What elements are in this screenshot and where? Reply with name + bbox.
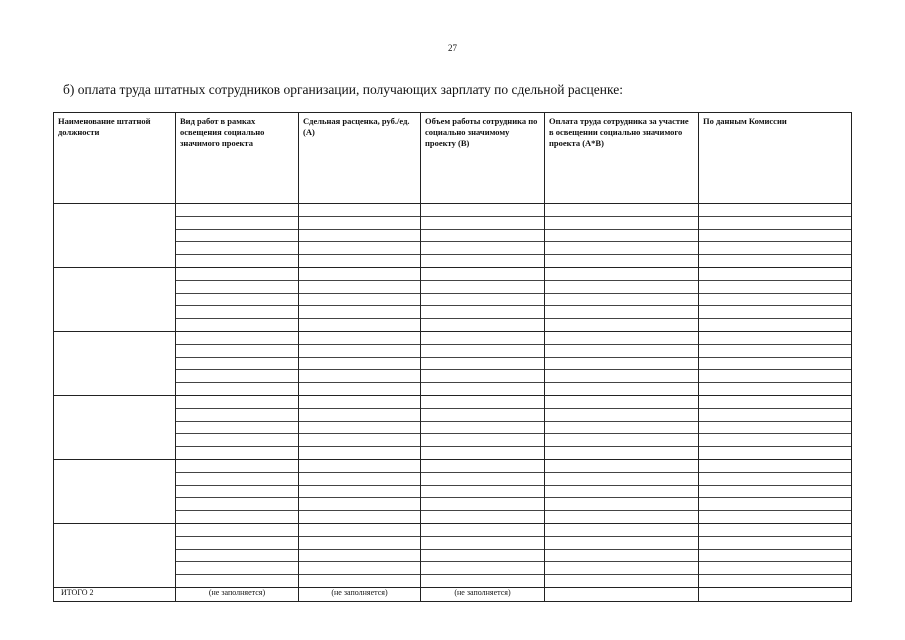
entry-cell — [176, 204, 299, 268]
entry-cell — [545, 332, 699, 396]
total-row — [54, 588, 852, 602]
entry-line[interactable] — [299, 422, 420, 435]
entry-line[interactable] — [545, 537, 698, 550]
entry-line[interactable] — [299, 537, 420, 550]
entry-line[interactable] — [421, 230, 544, 243]
entry-line[interactable] — [299, 230, 420, 243]
entry-cell — [421, 396, 545, 460]
position-cell[interactable] — [54, 460, 176, 524]
total-cell-work-type: (не заполняется) — [176, 588, 299, 602]
entry-line[interactable] — [699, 486, 851, 499]
entry-line[interactable] — [545, 204, 698, 217]
entry-line[interactable] — [545, 562, 698, 575]
entry-cell — [176, 396, 299, 460]
entry-cell — [545, 204, 699, 268]
entry-cell — [421, 332, 545, 396]
entry-line[interactable] — [421, 345, 544, 358]
table-row — [54, 460, 852, 524]
entry-line[interactable] — [421, 358, 544, 371]
position-cell[interactable] — [54, 524, 176, 588]
entry-line[interactable] — [421, 332, 544, 345]
position-cell[interactable] — [54, 204, 176, 268]
entry-cell — [545, 524, 699, 588]
section-heading: б) оплата труда штатных сотрудников организации, получающих зарплату по сдельной расценке: — [63, 82, 623, 97]
entry-cell — [699, 524, 852, 588]
entry-line[interactable] — [176, 204, 298, 217]
entry-line[interactable] — [421, 486, 544, 499]
entry-line[interactable] — [545, 332, 698, 345]
entry-line[interactable] — [699, 319, 851, 331]
entry-line[interactable] — [545, 217, 698, 230]
entry-line[interactable] — [421, 575, 544, 587]
entry-cell — [545, 268, 699, 332]
entry-line[interactable] — [176, 230, 298, 243]
entry-line[interactable] — [699, 550, 851, 563]
entry-line[interactable] — [299, 575, 420, 587]
entry-line[interactable] — [421, 319, 544, 331]
entry-cell — [545, 396, 699, 460]
total-cell-payment — [545, 588, 699, 602]
entry-cell — [176, 268, 299, 332]
entry-line[interactable] — [299, 460, 420, 473]
entry-line[interactable] — [421, 511, 544, 523]
entry-line[interactable] — [421, 242, 544, 255]
table-header-row — [54, 113, 852, 204]
entry-line[interactable] — [545, 486, 698, 499]
entry-line[interactable] — [699, 204, 851, 217]
entry-line[interactable] — [699, 358, 851, 371]
position-cell[interactable] — [54, 268, 176, 332]
entry-line[interactable] — [421, 268, 544, 281]
entry-line[interactable] — [299, 345, 420, 358]
entry-line[interactable] — [176, 306, 298, 319]
entry-cell — [699, 332, 852, 396]
entry-line[interactable] — [421, 255, 544, 267]
entry-line[interactable] — [545, 281, 698, 294]
entry-line[interactable] — [699, 460, 851, 473]
table-row — [54, 204, 852, 268]
entry-line[interactable] — [176, 537, 298, 550]
entry-cell — [176, 460, 299, 524]
entry-line[interactable] — [299, 383, 420, 395]
entry-line[interactable] — [699, 511, 851, 523]
entry-line[interactable] — [545, 524, 698, 537]
entry-line[interactable] — [421, 383, 544, 395]
entry-line[interactable] — [699, 242, 851, 255]
entry-line[interactable] — [699, 434, 851, 447]
entry-cell — [299, 332, 421, 396]
entry-line[interactable] — [421, 473, 544, 486]
entry-line[interactable] — [699, 473, 851, 486]
entry-line[interactable] — [299, 319, 420, 331]
entry-line[interactable] — [176, 550, 298, 563]
entry-line[interactable] — [421, 281, 544, 294]
table-row — [54, 396, 852, 460]
total-cell-piece-rate: (не заполняется) — [299, 588, 421, 602]
entry-line[interactable] — [299, 396, 420, 409]
entry-line[interactable] — [699, 498, 851, 511]
entry-line[interactable] — [176, 434, 298, 447]
entry-line[interactable] — [299, 498, 420, 511]
entry-line[interactable] — [699, 396, 851, 409]
total-cell-work-volume: (не заполняется) — [421, 588, 545, 602]
entry-line[interactable] — [699, 537, 851, 550]
entry-line[interactable] — [421, 294, 544, 307]
entry-line[interactable] — [299, 409, 420, 422]
table-row — [54, 268, 852, 332]
entry-line[interactable] — [421, 434, 544, 447]
entry-cell — [421, 460, 545, 524]
page-number: 27 — [448, 43, 457, 53]
entry-line[interactable] — [421, 537, 544, 550]
entry-cell — [699, 204, 852, 268]
entry-line[interactable] — [699, 383, 851, 395]
entry-line[interactable] — [699, 422, 851, 435]
entry-line[interactable] — [545, 409, 698, 422]
salary-table — [53, 112, 852, 602]
entry-line[interactable] — [545, 294, 698, 307]
entry-line[interactable] — [699, 575, 851, 587]
entry-line[interactable] — [421, 204, 544, 217]
entry-line[interactable] — [545, 473, 698, 486]
entry-cell — [176, 332, 299, 396]
entry-line[interactable] — [176, 370, 298, 383]
entry-line[interactable] — [545, 460, 698, 473]
entry-line[interactable] — [176, 358, 298, 371]
entry-line[interactable] — [299, 268, 420, 281]
entry-line[interactable] — [699, 345, 851, 358]
entry-line[interactable] — [176, 524, 298, 537]
entry-line[interactable] — [421, 370, 544, 383]
total-label: ИТОГО 2 — [54, 588, 176, 602]
entry-line[interactable] — [699, 255, 851, 267]
entry-line[interactable] — [699, 447, 851, 459]
entry-line[interactable] — [545, 319, 698, 331]
entry-cell — [299, 268, 421, 332]
entry-line[interactable] — [545, 498, 698, 511]
entry-line[interactable] — [176, 498, 298, 511]
entry-cell — [299, 460, 421, 524]
entry-cell — [176, 524, 299, 588]
entry-line[interactable] — [176, 486, 298, 499]
entry-line[interactable] — [176, 242, 298, 255]
entry-cell — [699, 268, 852, 332]
entry-line[interactable] — [421, 217, 544, 230]
position-cell[interactable] — [54, 396, 176, 460]
entry-line[interactable] — [421, 498, 544, 511]
entry-line[interactable] — [299, 358, 420, 371]
column-header-work-volume: Объем работы сотрудника по социально значимому проекту (В) — [421, 113, 545, 204]
entry-line[interactable] — [545, 268, 698, 281]
entry-line[interactable] — [545, 396, 698, 409]
entry-line[interactable] — [299, 281, 420, 294]
table-row — [54, 524, 852, 588]
entry-line[interactable] — [699, 524, 851, 537]
entry-line[interactable] — [299, 447, 420, 459]
entry-line[interactable] — [176, 268, 298, 281]
column-header-work-type: Вид работ в рамках освещения социально значимого проекта — [176, 113, 299, 204]
entry-line[interactable] — [176, 217, 298, 230]
entry-line[interactable] — [699, 370, 851, 383]
entry-line[interactable] — [176, 562, 298, 575]
entry-line[interactable] — [545, 370, 698, 383]
entry-line[interactable] — [299, 473, 420, 486]
entry-line[interactable] — [299, 434, 420, 447]
entry-line[interactable] — [176, 447, 298, 459]
entry-line[interactable] — [421, 409, 544, 422]
entry-line[interactable] — [299, 524, 420, 537]
entry-line[interactable] — [299, 217, 420, 230]
entry-line[interactable] — [299, 550, 420, 563]
entry-line[interactable] — [421, 460, 544, 473]
entry-cell — [421, 268, 545, 332]
entry-line[interactable] — [421, 306, 544, 319]
column-header-piece-rate: Сдельная расценка, руб./ед. (А) — [299, 113, 421, 204]
entry-line[interactable] — [299, 204, 420, 217]
entry-line[interactable] — [299, 255, 420, 267]
entry-line[interactable] — [421, 550, 544, 563]
total-cell-commission — [699, 588, 852, 602]
entry-line[interactable] — [176, 396, 298, 409]
entry-line[interactable] — [299, 242, 420, 255]
entry-line[interactable] — [299, 306, 420, 319]
table-body — [54, 204, 852, 588]
entry-line[interactable] — [176, 281, 298, 294]
entry-line[interactable] — [299, 486, 420, 499]
entry-line[interactable] — [299, 511, 420, 523]
entry-line[interactable] — [699, 409, 851, 422]
entry-line[interactable] — [545, 422, 698, 435]
entry-line[interactable] — [699, 217, 851, 230]
entry-line[interactable] — [545, 345, 698, 358]
entry-line[interactable] — [699, 332, 851, 345]
column-header-payment: Оплата труда сотрудника за участие в освещении социально значимого проекта (А*В) — [545, 113, 699, 204]
position-cell[interactable] — [54, 332, 176, 396]
entry-line[interactable] — [421, 562, 544, 575]
entry-line[interactable] — [545, 242, 698, 255]
entry-line[interactable] — [699, 281, 851, 294]
entry-line[interactable] — [545, 447, 698, 459]
entry-line[interactable] — [545, 306, 698, 319]
entry-cell — [299, 524, 421, 588]
entry-line[interactable] — [421, 422, 544, 435]
entry-line[interactable] — [299, 294, 420, 307]
entry-line[interactable] — [699, 306, 851, 319]
entry-line[interactable] — [299, 370, 420, 383]
entry-line[interactable] — [176, 422, 298, 435]
column-header-position: Наименование штатной должности — [54, 113, 176, 204]
entry-line[interactable] — [545, 230, 698, 243]
entry-line[interactable] — [176, 294, 298, 307]
entry-line[interactable] — [545, 383, 698, 395]
entry-cell — [421, 204, 545, 268]
column-header-commission: По данным Комиссии — [699, 113, 852, 204]
entry-line[interactable] — [176, 345, 298, 358]
entry-line[interactable] — [176, 460, 298, 473]
entry-line[interactable] — [176, 319, 298, 331]
entry-line[interactable] — [545, 358, 698, 371]
entry-line[interactable] — [176, 255, 298, 267]
entry-line[interactable] — [176, 473, 298, 486]
entry-line[interactable] — [699, 230, 851, 243]
entry-line[interactable] — [699, 268, 851, 281]
entry-line[interactable] — [299, 562, 420, 575]
entry-line[interactable] — [176, 511, 298, 523]
entry-line[interactable] — [545, 550, 698, 563]
entry-line[interactable] — [545, 255, 698, 267]
entry-line[interactable] — [699, 562, 851, 575]
entry-cell — [421, 524, 545, 588]
entry-line[interactable] — [421, 396, 544, 409]
entry-line[interactable] — [176, 332, 298, 345]
entry-line[interactable] — [545, 511, 698, 523]
entry-line[interactable] — [545, 575, 698, 587]
entry-line[interactable] — [421, 524, 544, 537]
entry-cell — [699, 396, 852, 460]
entry-cell — [299, 396, 421, 460]
entry-line[interactable] — [176, 383, 298, 395]
table-row — [54, 332, 852, 396]
entry-line[interactable] — [299, 332, 420, 345]
entry-line[interactable] — [176, 409, 298, 422]
entry-cell — [299, 204, 421, 268]
entry-cell — [699, 460, 852, 524]
entry-cell — [545, 460, 699, 524]
entry-line[interactable] — [176, 575, 298, 587]
entry-line[interactable] — [699, 294, 851, 307]
entry-line[interactable] — [421, 447, 544, 459]
entry-line[interactable] — [545, 434, 698, 447]
